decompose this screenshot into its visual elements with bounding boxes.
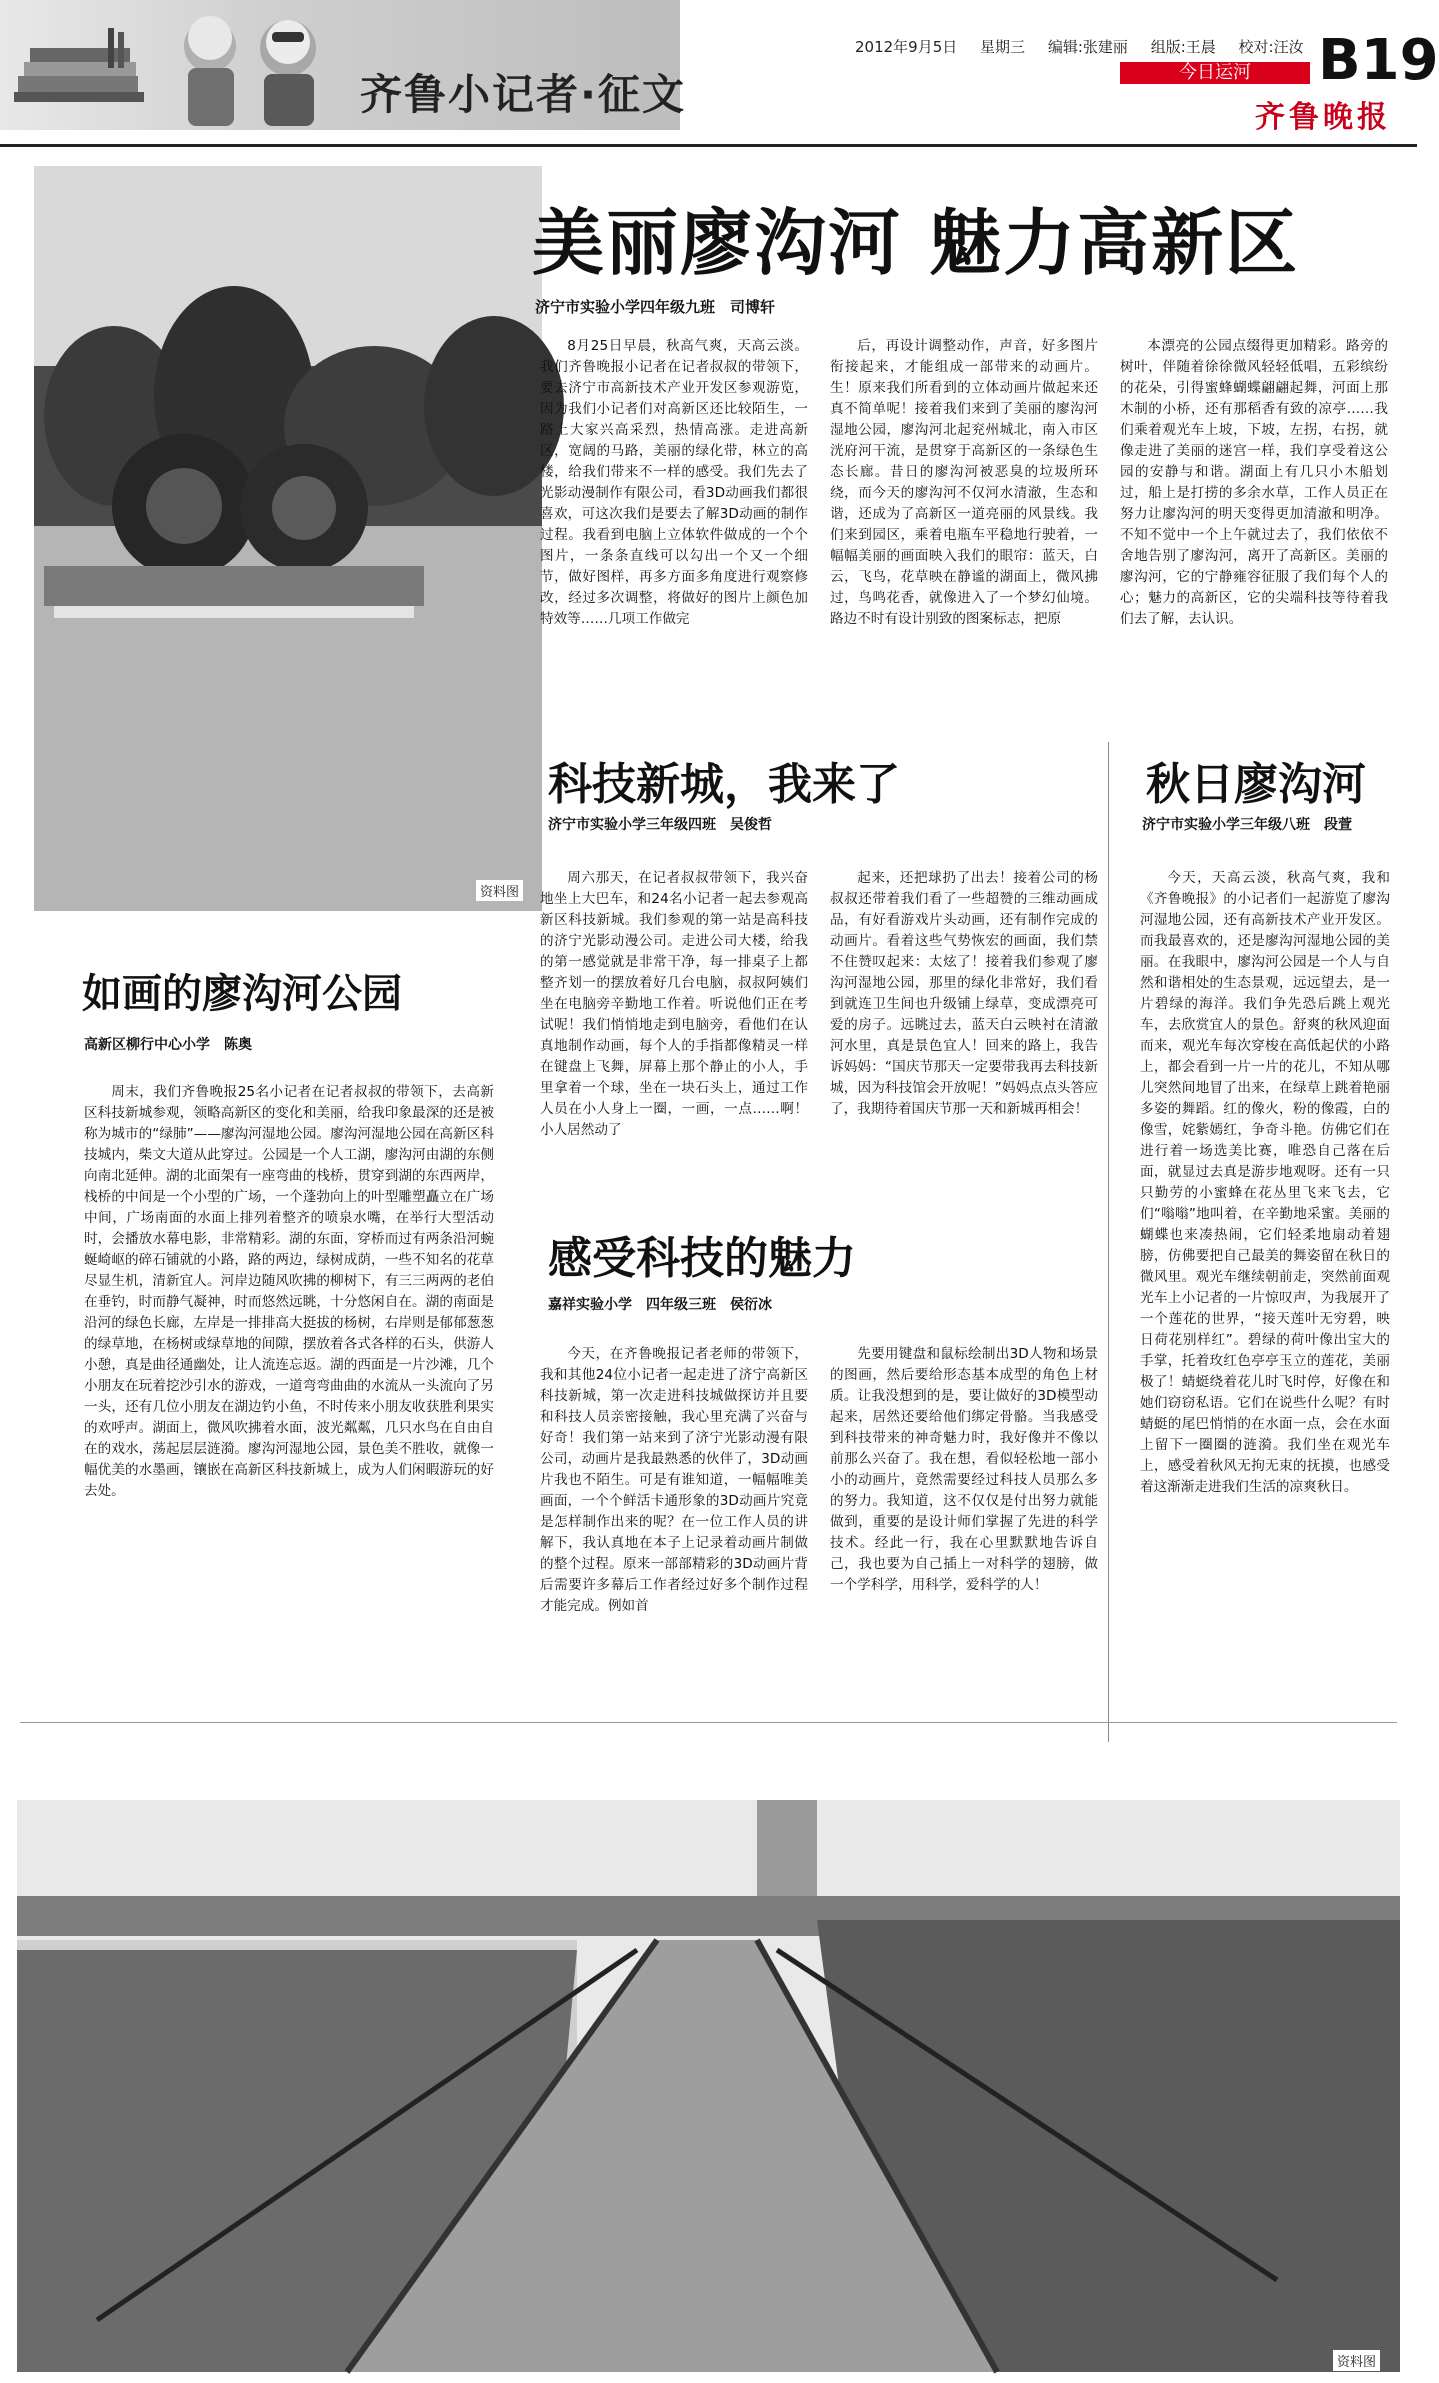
header-divider bbox=[0, 144, 1417, 147]
issue-meta bbox=[855, 36, 1322, 57]
kids-illustration bbox=[160, 8, 340, 126]
main-col-3: 本漂亮的公园点缀得更加精彩。路旁的树叶，伴随着徐徐微风轻轻低唱，五彩缤纷的花朵，引得蜜蜂蝴蝶翩翩起舞，河面上那木制的小桥，还有那稻香有致的凉亭……我们乘着观光车上坡，下坡，左拐，右拐，就像走进了美丽的迷宫一样，我们享受着这公园的安静与和谐。湖面上有几只小木船划过，船上是打捞的多余水草，工作人员正在努力让廖沟河的明天变得更加清澈和明净。不知不觉中一个上午就过去了，我们依依不舍地告别了廖沟河，离开了高新区。美丽的廖沟河，它的宁静雍容征服了我们每个人的心；魅力的高新区，它的尖端科技等待着我们去了解，去认识。 bbox=[1120, 338, 1388, 627]
proof-credit: 校对:汪汝 bbox=[1238, 38, 1304, 56]
tech-col-2: 起来，还把球扔了出去！接着公司的杨叔叔还带着我们看了一些超赞的三维动画成品，有好看游戏片头动画，还有制作完成的动画片。看着这些气势恢宏的画面，我们禁不住赞叹起来：太炫了！接着我们参观了廖沟河湿地公园，那里的绿化非常好，我们看到就连卫生间也升级铺上绿草，变成漂亮可爱的房子。远眺过去，蓝天白云映衬在清澈河水里，真是景色宜人！回来的路上，我告诉妈妈：“国庆节那天一定要带我再去科技新城，因为科技馆会开放呢！”妈妈点点头答应了，我期待着国庆节那一天和新城再相会！ bbox=[830, 870, 1098, 1117]
boardwalk-photo bbox=[17, 1800, 1400, 2372]
issue-weekday: 星期三 bbox=[980, 38, 1026, 56]
park-byline: 高新区柳行中心小学 陈奥 bbox=[84, 1037, 252, 1053]
editor-credit: 编辑:张建丽 bbox=[1047, 38, 1128, 56]
boardwalk-photo-image bbox=[17, 1800, 1400, 2372]
park-headline: 如画的廖沟河公园 bbox=[82, 971, 402, 1017]
science-byline: 嘉祥实验小学 四年级三班 侯衍冰 bbox=[548, 1297, 772, 1313]
tech-headline: 科技新城，我来了 bbox=[548, 759, 900, 810]
main-col-1: 8月25日早晨，秋高气爽，天高云淡。我们齐鲁晚报小记者在记者叔叔的带领下，要去济宁市高新技术产业开发区参观游览，因为我们小记者们对高新区还比较陌生，一路上大家兴高采烈，热情高涨。走进高新区，宽阔的马路，美丽的绿化带，林立的高楼，给我们带来不一样的感受。我们先去了光影动漫制作有限公司，看3D动画我们都很喜欢，可这次我们是要去了解3D动画的制作过程。我看到电脑上立体软件做成的一个个图片，一条条直线可以勾出一个又一个细节，做好图样，再多方面多角度进行观察修改，经过多次调整，将做好的图片上颜色加特效等……几项工作做完 bbox=[540, 338, 808, 627]
books-icon bbox=[12, 28, 152, 118]
science-col-1: 今天，在齐鲁晚报记者老师的带领下，我和其他24位小记者一起走进了济宁高新区科技新城，第一次走进科技城做探访并且要和科技人员亲密接触，我心里充满了兴奋与好奇！我们第一站来到了济宁光影动漫有限公司，动画片是我最熟悉的伙伴了，3D动画片我也不陌生。可是有谁知道，一幅幅唯美画面，一个个鲜活卡通形象的3D动画片究竟是怎样制作出来的呢？在一位工作人员的讲解下，我认真地在本子上记录着动画片制做的整个过程。原来一部部精彩的3D动画片背后需要许多幕后工作者经过好多个制作过程才能完成。例如首 bbox=[540, 1346, 808, 1614]
autumn-headline: 秋日廖沟河 bbox=[1146, 759, 1366, 810]
main-col-2: 后，再设计调整动作，声音，好多图片衔接起来，才能组成一部带来的动画片。生！原来我们所看到的立体动画片做起来还真不简单呢！接着我们来到了美丽的廖沟河湿地公园，廖沟河北起兖州城北，南入市区洸府河干流，是贯穿于高新区的一条绿色生态长廊。昔日的廖沟河被恶臭的垃圾所环绕，而今天的廖沟河不仅河水清澈，生态和谐，还成为了高新区一道亮丽的风景线。我们来到园区，乘着电瓶车平稳地行驶着，一幅幅美丽的画面映入我们的眼帘：蓝天，白云，飞鸟，花草映在静谧的湖面上，微风拂过，鸟鸣花香，就像进入了一个梦幻仙境。路边不时有设计别致的图案标志，把原 bbox=[830, 338, 1098, 627]
column-divider bbox=[1108, 742, 1109, 1742]
section-title: 齐鲁小记者·征文 bbox=[360, 70, 686, 119]
park-photo bbox=[34, 166, 542, 911]
main-byline: 济宁市实验小学四年级九班 司博轩 bbox=[535, 298, 776, 316]
autumn-byline: 济宁市实验小学三年级八班 段萱 bbox=[1142, 817, 1352, 833]
bottom-divider bbox=[20, 1722, 1397, 1723]
issue-date: 2012年9月5日 bbox=[855, 38, 958, 56]
tech-byline: 济宁市实验小学三年级四班 吴俊哲 bbox=[548, 817, 772, 833]
tech-col-1: 周六那天，在记者叔叔带领下，我兴奋地坐上大巴车，和24名小记者一起去参观高新区科技新城。我们参观的第一站是高科技的济宁光影动漫公司。走进公司大楼，给我的第一感觉就是非常干净，每一排桌子上都整齐划一的摆放着好几台电脑，叔叔阿姨们坐在电脑旁辛勤地工作着。听说他们正在考试呢！我们悄悄地走到电脑旁，看他们在认真地制作动画，每个人的手指都像精灵一样在键盘上飞舞，屏幕上那个静止的小人，手里拿着一个球，坐在一块石头上，通过工作人员在小人身上一圈，一画，一点……啊！小人居然动了 bbox=[540, 870, 808, 1138]
park-photo-image bbox=[34, 166, 542, 911]
column-tag: 今日运河 bbox=[1120, 62, 1310, 84]
science-headline: 感受科技的魅力 bbox=[548, 1233, 856, 1284]
main-headline: 美丽廖沟河 魅力高新区 bbox=[532, 201, 1300, 285]
autumn-col: 今天，天高云淡，秋高气爽，我和《齐鲁晚报》的小记者们一起游览了廖沟河湿地公园，还有高新技术产业开发区。而我最喜欢的，还是廖沟河湿地公园的美丽。在我眼中，廖沟河公园是一个人与自然和谐相处的生态景观，远远望去，是一片碧绿的海洋。我们争先恐后跳上观光车，去欣赏宜人的景色。舒爽的秋风迎面而来，观光车每次穿梭在高低起伏的小路上，都会看到一片一片的花儿，不知从哪儿突然间地冒了出来，在绿草上跳着艳丽多姿的舞蹈。红的像火，粉的像霞，白的像雪，姹紫嫣红，争奇斗艳。仿佛它们在进行着一场选美比赛，唯恐自己落在后面，就显过去真是游步地观呀。还有一只只勤劳的小蜜蜂在花丛里飞来飞去，它们“嗡嗡”地叫着，在辛勤地采蜜。美丽的蝴蝶也来凑热闹，它们轻柔地扇动着翅膀，仿佛要把自己最美的舞姿留在秋日的微风里。观光车继续朝前走，突然前面观光车上小记者的一片惊叹声，为我展开了一个莲花的世界，“接天莲叶无穷碧，映日荷花别样红”。碧绿的荷叶像出宝大的手掌，托着玫红色亭亭玉立的莲花，美丽极了！蜻蜓绕着花儿时飞时停，好像在和她们窃窃私语。它们在说些什么呢？有时蜻蜓的尾巴悄悄的在水面一点，会在水面上留下一圈圈的涟漪。我们坐在观光车上，感受着秋风无拘无束的抚摸，也感受着这渐渐走进我们生活的凉爽秋日。 bbox=[1140, 870, 1390, 1495]
photo-caption-1: 资料图 bbox=[476, 880, 523, 901]
park-body: 周末，我们齐鲁晚报25名小记者在记者叔叔的带领下，去高新区科技新城参观，领略高新区的变化和美丽，给我印象最深的还是被称为城市的“绿肺”——廖沟河湿地公园。廖沟河湿地公园在高新区科技城内，柴文大道从此穿过。公园是一个人工湖，廖沟河由湖的东侧向南北延伸。湖的北面架有一座弯曲的栈桥，贯穿到湖的东西两岸，栈桥的中间是一个小型的广场，一个蓬勃向上的叶型雕塑矗立在广场中间，广场南面的水面上排列着整齐的喷泉水嘴，在举行大型活动时，会播放水幕电影，非常精彩。湖的东面，穿桥而过有两条沿河蜿蜒崎岖的碎石铺就的小路，路的两边，绿树成荫，一些不知名的花草尽显生机，清新宜人。河岸边随风吹拂的柳树下，有三三两两的老伯在垂钓，时而静气凝神，时而悠然远眺，十分悠闲自在。湖的南面是沿河的绿色长廊，左岸是一排排高大挺拔的杨树，右岸则是郁郁葱葱的绿草地，在杨树或绿草地的间隙，摆放着各式各样的石头，供游人小憩，真是曲径通幽处，让人流连忘返。湖的西面是一片沙滩，几个小朋友在玩着挖沙引水的游戏，一道弯弯曲曲的水流从一头流向了另一头，还有几位小朋友在湖边钓小鱼，不时传来小朋友收获胜利果实的欢呼声。湖面上，微风吹拂着水面，波光粼粼，几只水鸟在自由自在的戏水，荡起层层涟漪。廖沟河湿地公园，景色美不胜收，就像一幅优美的水墨画，镶嵌在高新区科技新城上，成为人们闲暇游玩的好去处。 bbox=[84, 1084, 494, 1499]
page-number: B19 bbox=[1318, 28, 1439, 93]
photo-caption-2: 资料图 bbox=[1333, 2350, 1380, 2371]
layout-credit: 组版:王晨 bbox=[1150, 38, 1216, 56]
masthead-logo: 齐鲁晚报 bbox=[1255, 100, 1391, 135]
science-col-2: 先要用键盘和鼠标绘制出3D人物和场景的图画，然后要给形态基本成型的角色上材质。让我没想到的是，要让做好的3D模型动起来，居然还要给他们绑定骨骼。当我感受到科技带来的神奇魅力时，我好像并不像以前那么兴奋了。我在想，看似轻松地一部小小的动画片，竟然需要经过科技人员那么多的努力。我知道，这不仅仅是付出努力就能做到，重要的是设计师们掌握了先进的科学技术。经此一行，我在心里默默地告诉自己，我也要为自己插上一对科学的翅膀，做一个学科学，用科学，爱科学的人！ bbox=[830, 1346, 1098, 1593]
